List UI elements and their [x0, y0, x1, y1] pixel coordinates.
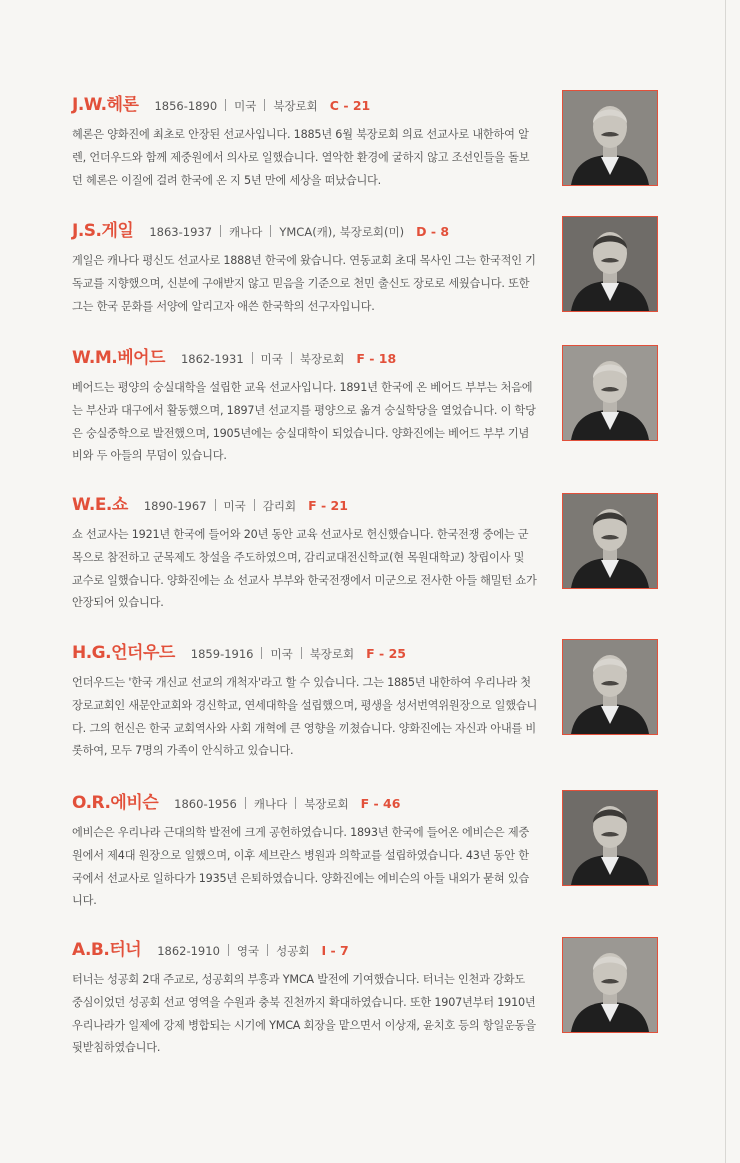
missionary-meta: [144, 498, 296, 514]
divider: [267, 944, 268, 956]
church: 북장로회: [309, 647, 355, 661]
country: 캐나다: [253, 797, 288, 811]
life-years: 1863-1937: [149, 225, 213, 239]
divider: [295, 797, 296, 809]
divider: [261, 647, 262, 659]
church: 북장로회: [273, 99, 318, 113]
divider: [225, 99, 226, 111]
portrait-photo: [562, 937, 658, 1033]
missionary-name: O.R.에비슨: [72, 793, 159, 813]
grave-code: D - 8: [416, 224, 450, 239]
portrait-photo: [562, 639, 658, 735]
biography-text: 언더우드는 '한국 개신교 선교의 개척자'라고 할 수 있습니다. 그는 1885년 내한하여 우리나라 첫 장로교회인 새문안교회와 경신학교, 연세대학을 설립했으며, 평생을 성서번역위원장으로 일했습니다. 그의 헌신은 한국 교회역사와 사회 개혁에 큰 영향을 끼쳤습니다. 양화진에는 자신과 아내를 비롯하여, 모두 7명의 가족이 안식하고 있습니다.: [72, 676, 538, 758]
missionary-name: W.E.쇼: [72, 495, 128, 515]
missionary-meta: [149, 224, 404, 240]
missionary-meta: [157, 943, 309, 959]
divider: [254, 499, 255, 511]
divider: [220, 225, 221, 237]
portrait-photo: [562, 216, 658, 312]
grave-code: C - 21: [329, 98, 371, 113]
entry-header: [72, 490, 348, 515]
biography-text: 베어드는 평양의 숭실대학을 설립한 교육 선교사입니다. 1891년 한국에 온 베어드 부부는 처음에는 부산과 대구에서 활동했으며, 1897년 선교지를 평양으로 옮겨 숭실학당을 열었습니다. 이 학당은 숭실중학으로 발전했으며, 1905년에는 숭실대학이 되었습니다. 양화진에는 베어드 부부 기념비와 두 아들의 무덤이 있습니다.: [72, 381, 536, 463]
divider: [228, 944, 229, 956]
country: 캐나다: [229, 225, 263, 239]
entry-header: [72, 216, 450, 241]
divider: [245, 797, 246, 809]
entry-header: [72, 638, 406, 663]
entry-header: [72, 935, 349, 960]
entry-header: [72, 90, 371, 115]
missionary-meta: [191, 646, 354, 662]
life-years: 1862-1931: [180, 352, 244, 366]
life-years: 1860-1956: [174, 797, 237, 811]
life-years: 1859-1916: [190, 647, 254, 661]
church: 북장로회: [304, 797, 349, 811]
grave-code: F - 18: [356, 351, 397, 366]
missionary-meta: [174, 796, 348, 812]
divider: [270, 225, 271, 237]
biography-text: 헤론은 양화진에 최초로 안장된 선교사입니다. 1885년 6월 북장로회 의료 선교사로 내한하여 알렌, 언더우드와 함께 제중원에서 의사로 일했습니다. 열악한 환경에 굴하지 않고 조선인들을 돌보던 헤론은 이질에 걸려 한국에 온 지 5년 만에 세상을 떠났습니다.: [72, 128, 530, 187]
missionary-meta: [154, 98, 317, 114]
missionary-name: J.W.헤론: [72, 95, 139, 115]
country: 미국: [260, 352, 283, 366]
missionary-name: H.G.언더우드: [72, 643, 175, 663]
grave-code: I - 7: [321, 943, 349, 958]
country: 미국: [234, 99, 257, 113]
scan-edge: [725, 0, 726, 1163]
church: YMCA(캐), 북장로회(미): [279, 225, 405, 239]
entry-header: [72, 788, 401, 813]
portrait-photo: [562, 345, 658, 441]
church: 성공회: [276, 944, 310, 958]
portrait-photo: [562, 90, 658, 186]
biography-text: 게일은 캐나다 평신도 선교사로 1888년 한국에 왔습니다. 연동교회 초대 목사인 그는 한국적인 기독교를 지향했으며, 신분에 구애받지 않고 믿음을 기준으로 천민 출신도 장로로 세웠습니다. 또한 그는 한국 문화를 서양에 알리고자 애쓴 한국학의 선구자입니다.: [72, 254, 536, 313]
life-years: 1856-1890: [154, 99, 218, 113]
country: 미국: [270, 647, 293, 661]
missionary-name: A.B.터너: [72, 940, 142, 960]
missionary-meta: [181, 351, 344, 367]
life-years: 1890-1967: [143, 499, 207, 513]
divider: [264, 99, 265, 111]
missionary-name: J.S.게일: [72, 221, 134, 241]
portrait-photo: [562, 493, 658, 589]
entry-header: [72, 343, 397, 368]
biography-text: 쇼 선교사는 1921년 한국에 들어와 20년 동안 교육 선교사로 헌신했습니다. 한국전쟁 중에는 군목으로 참전하고 군목제도 창설을 주도하였으며, 감리교대전신학교(현 목원대학교) 창립이사 및 교수로 일했습니다. 양화진에는 쇼 선교사 부부와 한국전쟁에서 미군으로 전사한 아들 해밀턴 쇼가 안장되어 있습니다.: [72, 528, 537, 610]
divider: [252, 352, 253, 364]
life-years: 1862-1910: [157, 944, 220, 958]
divider: [215, 499, 216, 511]
grave-code: F - 25: [366, 646, 406, 661]
divider: [301, 647, 302, 659]
country: 미국: [223, 499, 246, 513]
divider: [291, 352, 292, 364]
grave-code: F - 21: [308, 498, 348, 513]
country: 영국: [236, 944, 260, 958]
church: 감리회: [262, 499, 297, 513]
portrait-photo: [562, 790, 658, 886]
grave-code: F - 46: [360, 796, 401, 811]
church: 북장로회: [299, 352, 345, 366]
biography-text: 터너는 성공회 2대 주교로, 성공회의 부흥과 YMCA 발전에 기여했습니다. 터너는 인천과 강화도 중심이었던 성공회 선교 영역을 수원과 충북 진천까지 확대하였습니다. 또한 1907년부터 1910년 우리나라가 일제에 강제 병합되는 시기에 YMCA 회장을 맡으면서 이상재, 윤치호 등의 항일운동을 뒷받침하였습니다.: [72, 973, 536, 1055]
missionary-name: W.M.베어드: [72, 348, 165, 368]
biography-text: 에비슨은 우리나라 근대의학 발전에 크게 공헌하였습니다. 1893년 한국에 들어온 에비슨은 제중원에서 제4대 원장으로 일했으며, 이후 세브란스 병원과 의학교를 설립하였습니다. 43년 동안 한국에서 선교사로 일하다가 1935년 은퇴하였습니다. 양화진에는 에비슨의 아들 내외가 묻혀 있습니다.: [72, 826, 530, 908]
